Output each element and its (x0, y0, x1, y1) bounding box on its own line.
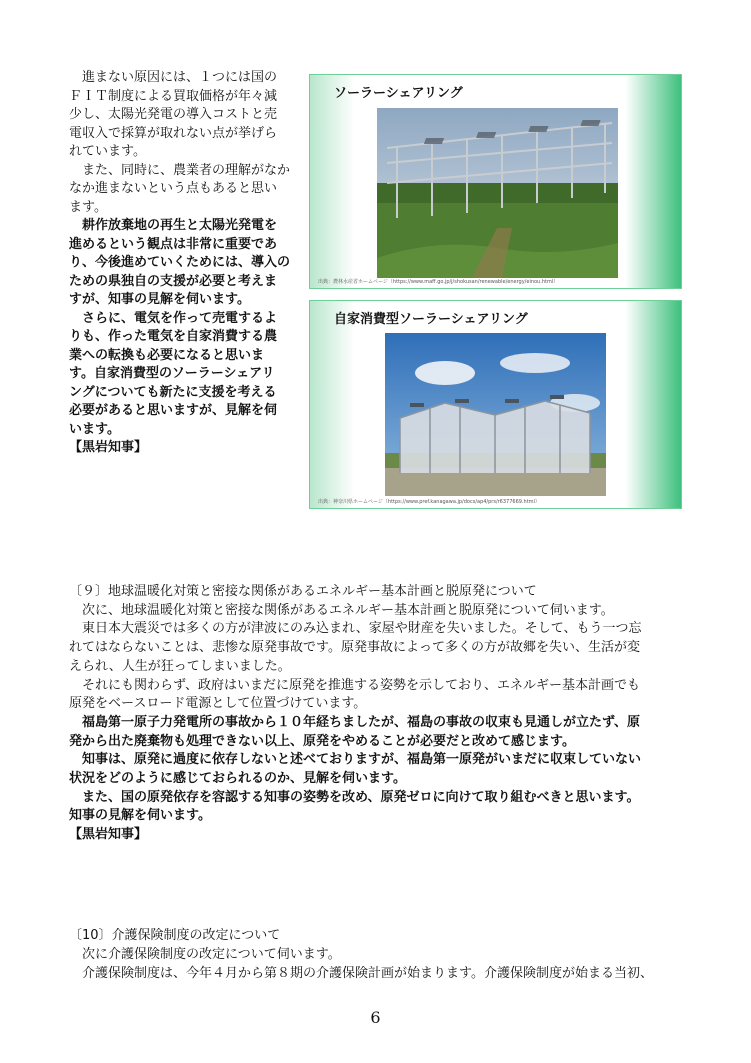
figure-self-consumption-solar-sharing (309, 300, 682, 509)
solar-sharing-photo (377, 108, 618, 278)
text-line: また、同時に、農業者の理解がなか (69, 162, 291, 178)
text-line: 原発をベースロード電源として位置づけています。 (69, 696, 367, 712)
text-line: すが、知事の見解を伺います。 (69, 292, 250, 307)
text-line: います。 (69, 421, 120, 437)
text-line: ングについても新たに支援を考える (69, 384, 277, 400)
figure-title: ソーラーシェアリング (334, 86, 463, 101)
text-line: 電収入で採算が取れない点が挙げら (69, 125, 278, 141)
text-line: 発から出た廃棄物も処理できない以上、原発をやめることが必要だと改めて感じます。 (69, 733, 575, 749)
text-line: 【黒岩知事】 (69, 440, 148, 455)
text-line: れています。 (69, 144, 146, 159)
text-line: ための県独自の支援が必要と考えま (69, 273, 278, 289)
text-line: りも、作った電気を自家消費する農 (69, 329, 278, 344)
text-line: 次に、地球温暖化対策と密接な関係があるエネルギー基本計画と脱原発について伺います。 (69, 602, 614, 618)
text-line: 福島第一原子力発電所の事故から１０年経ちましたが、福島の事故の収束も見通しが立たず、原 (69, 714, 640, 730)
text-line: なか進まないという点もあると思い (69, 181, 278, 196)
text-line: 業への転換も必要になると思いま (69, 347, 265, 363)
figure-title: 自家消費型ソーラーシェアリング (334, 312, 528, 327)
text-line: えられ、人生が狂ってしまいました。 (69, 658, 291, 674)
text-line: 介護保険制度は、今年４月から第８期の介護保険計画が始まります。介護保険制度が始まる当初、 (69, 966, 653, 981)
text-line: 状況をどのように感じておられるのか、見解を伺います。 (69, 771, 406, 786)
text-line: 次に介護保険制度の改定について伺います。 (69, 947, 341, 962)
text-line: れてはならないことは、悲惨な原発事故です。原発事故によって多くの方が故郷を失い、生活が変 (69, 640, 640, 656)
text-line: また、国の原発依存を容認する知事の姿勢を改め、原発ゼロに向けて取り組むべきと思います。 (69, 789, 640, 805)
text-line: ます。 (69, 199, 107, 215)
section-heading: 〔10〕介護保険制度の改定について (69, 928, 281, 943)
section-heading: 〔９〕地球温暖化対策と密接な関係があるエネルギー基本計画と脱原発について (69, 584, 537, 599)
text-line: 進めるという観点は非常に重要であ (69, 236, 278, 252)
text-line: 知事は、原発に過度に依存しないと述べておりますが、福島第一原発がいまだに収束していない (69, 752, 642, 768)
text-line: 耕作放棄地の再生と太陽光発電を (69, 218, 278, 233)
greenhouse-photo (385, 333, 606, 496)
text-line: り、今後進めていくためには、導入の (69, 255, 291, 270)
text-line: 【黒岩知事】 (69, 827, 148, 843)
text-line: 進まない原因には、１つには国の (69, 70, 278, 85)
text-line: 知事の見解を伺います。 (69, 808, 211, 824)
text-line: す。自家消費型のソーラーシェアリ (69, 366, 275, 381)
text-line: 東日本大震災では多くの方が津波にのみ込まれ、家屋や財産を失いました。そして、もう一つ忘 (69, 621, 642, 637)
text-line: 少し、太陽光発電の導入コストと売 (69, 107, 278, 122)
text-line: 必要があると思いますが、見解を伺 (69, 403, 278, 418)
text-line: さらに、電気を作って売電するよ (69, 310, 278, 326)
figure-source: 出典：神奈川県ホームページ（https://www.pref.kanagawa.jp/docs/ap4/prs/r6377669.html） (318, 499, 540, 505)
figure-source: 出典：農林水産省ホームページ（https://www.maff.go.jp/j/shokusan/renewable/energy/einou.html） (318, 279, 559, 285)
text-line: それにも関わらず、政府はいまだに原発を推進する姿勢を示しており、エネルギー基本計画でも (69, 677, 640, 693)
text-line: ＦＩＴ制度による買取価格が年々減 (69, 88, 278, 104)
figure-solar-sharing (309, 74, 682, 289)
page-number: 6 (370, 1008, 381, 1027)
